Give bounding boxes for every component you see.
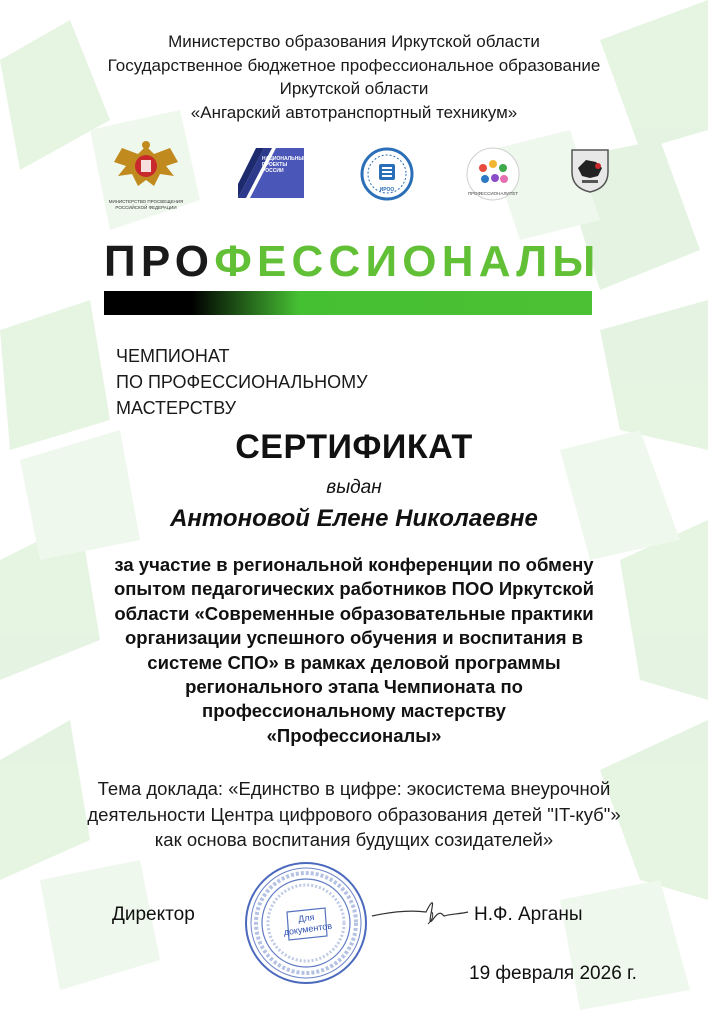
projects-caption: НАЦИОНАЛЬНЫЕ xyxy=(262,156,307,162)
topic-line: Тема доклада: «Единство в цифре: экосистема внеурочной xyxy=(97,778,611,799)
brand-part-dark: ПРО xyxy=(104,237,215,286)
brand-gradient-bar xyxy=(104,291,592,315)
stamp-text: Для xyxy=(297,911,316,925)
ministry-caption: МИНИСТЕРСТВО ПРОСВЕЩЕНИЯ xyxy=(108,199,184,204)
championship-line: ЧЕМПИОНАТ xyxy=(116,346,230,366)
projects-caption: ПРОЕКТЫ xyxy=(262,162,288,168)
header-line: Государственное бюджетное профессиональное образование xyxy=(107,55,601,75)
coat-of-arms-icon xyxy=(568,146,612,194)
stamp-text: документов xyxy=(283,920,333,938)
prof-caption: ПРОФЕССИОНАЛИТЕТ xyxy=(467,191,519,196)
director-label: Директор xyxy=(112,904,195,925)
logo-row xyxy=(0,140,708,212)
irkutsk-coat-of-arms-logo xyxy=(568,146,612,194)
body-line: «Профессионалы» xyxy=(266,724,442,746)
championship-line: МАСТЕРСТВУ xyxy=(116,398,237,418)
body-line: организации успешного обучения и воспитания в xyxy=(124,627,584,649)
recipient-name: Антоновой Елене Николаевне xyxy=(170,505,538,532)
issued-label: выдан xyxy=(326,477,382,498)
header-line: «Ангарский автотранспортный техникум» xyxy=(190,102,518,122)
body-line: системе СПО» в рамках деловой программы xyxy=(147,651,561,673)
header-line: Министерство образования Иркутской области xyxy=(168,32,540,51)
iroo-emblem-icon xyxy=(359,146,415,202)
header-organization xyxy=(0,30,708,124)
official-stamp xyxy=(243,860,369,986)
report-topic xyxy=(20,776,688,853)
championship-line: ПО ПРОФЕССИОНАЛЬНОМУ xyxy=(116,372,368,392)
iroo-logo xyxy=(359,146,415,202)
brand-part-green: ФЕССИОНАЛЫ xyxy=(214,237,601,286)
professionalitet-logo xyxy=(463,146,523,202)
iroo-caption: ИРОО xyxy=(379,187,395,193)
body-line: опытом педагогических работников ПОО Иркутской xyxy=(113,578,595,600)
brand-wordmark xyxy=(104,236,601,288)
certificate-body xyxy=(40,553,668,748)
championship-label xyxy=(116,343,368,421)
projects-caption: РОССИИ xyxy=(262,168,284,174)
topic-line: деятельности Центра цифрового образования детей "IT-куб"» xyxy=(87,803,621,825)
body-line: профессиональному мастерству xyxy=(202,700,506,722)
body-line: за участие в региональной конференции по обмену xyxy=(114,554,594,575)
eagle-emblem-icon xyxy=(108,140,184,194)
certificate-title: СЕРТИФИКАТ xyxy=(235,428,473,466)
body-line: регионального этапа Чемпионата по xyxy=(185,676,523,698)
professionaly-brand-logo xyxy=(104,236,601,316)
topic-line: как основа воспитания будущих созидателей» xyxy=(154,829,554,850)
ministry-caption: РОССИЙСКОЙ ФЕДЕРАЦИИ xyxy=(115,204,177,210)
director-name: Н.Ф. Арганы xyxy=(474,904,583,925)
issue-date: 19 февраля 2026 г. xyxy=(469,963,637,984)
director-signature xyxy=(370,890,470,930)
ministry-emblem-logo xyxy=(108,140,184,210)
national-projects-logo xyxy=(234,144,308,202)
header-line: Иркутской области xyxy=(279,79,429,98)
body-line: области «Современные образовательные практики xyxy=(114,602,594,624)
